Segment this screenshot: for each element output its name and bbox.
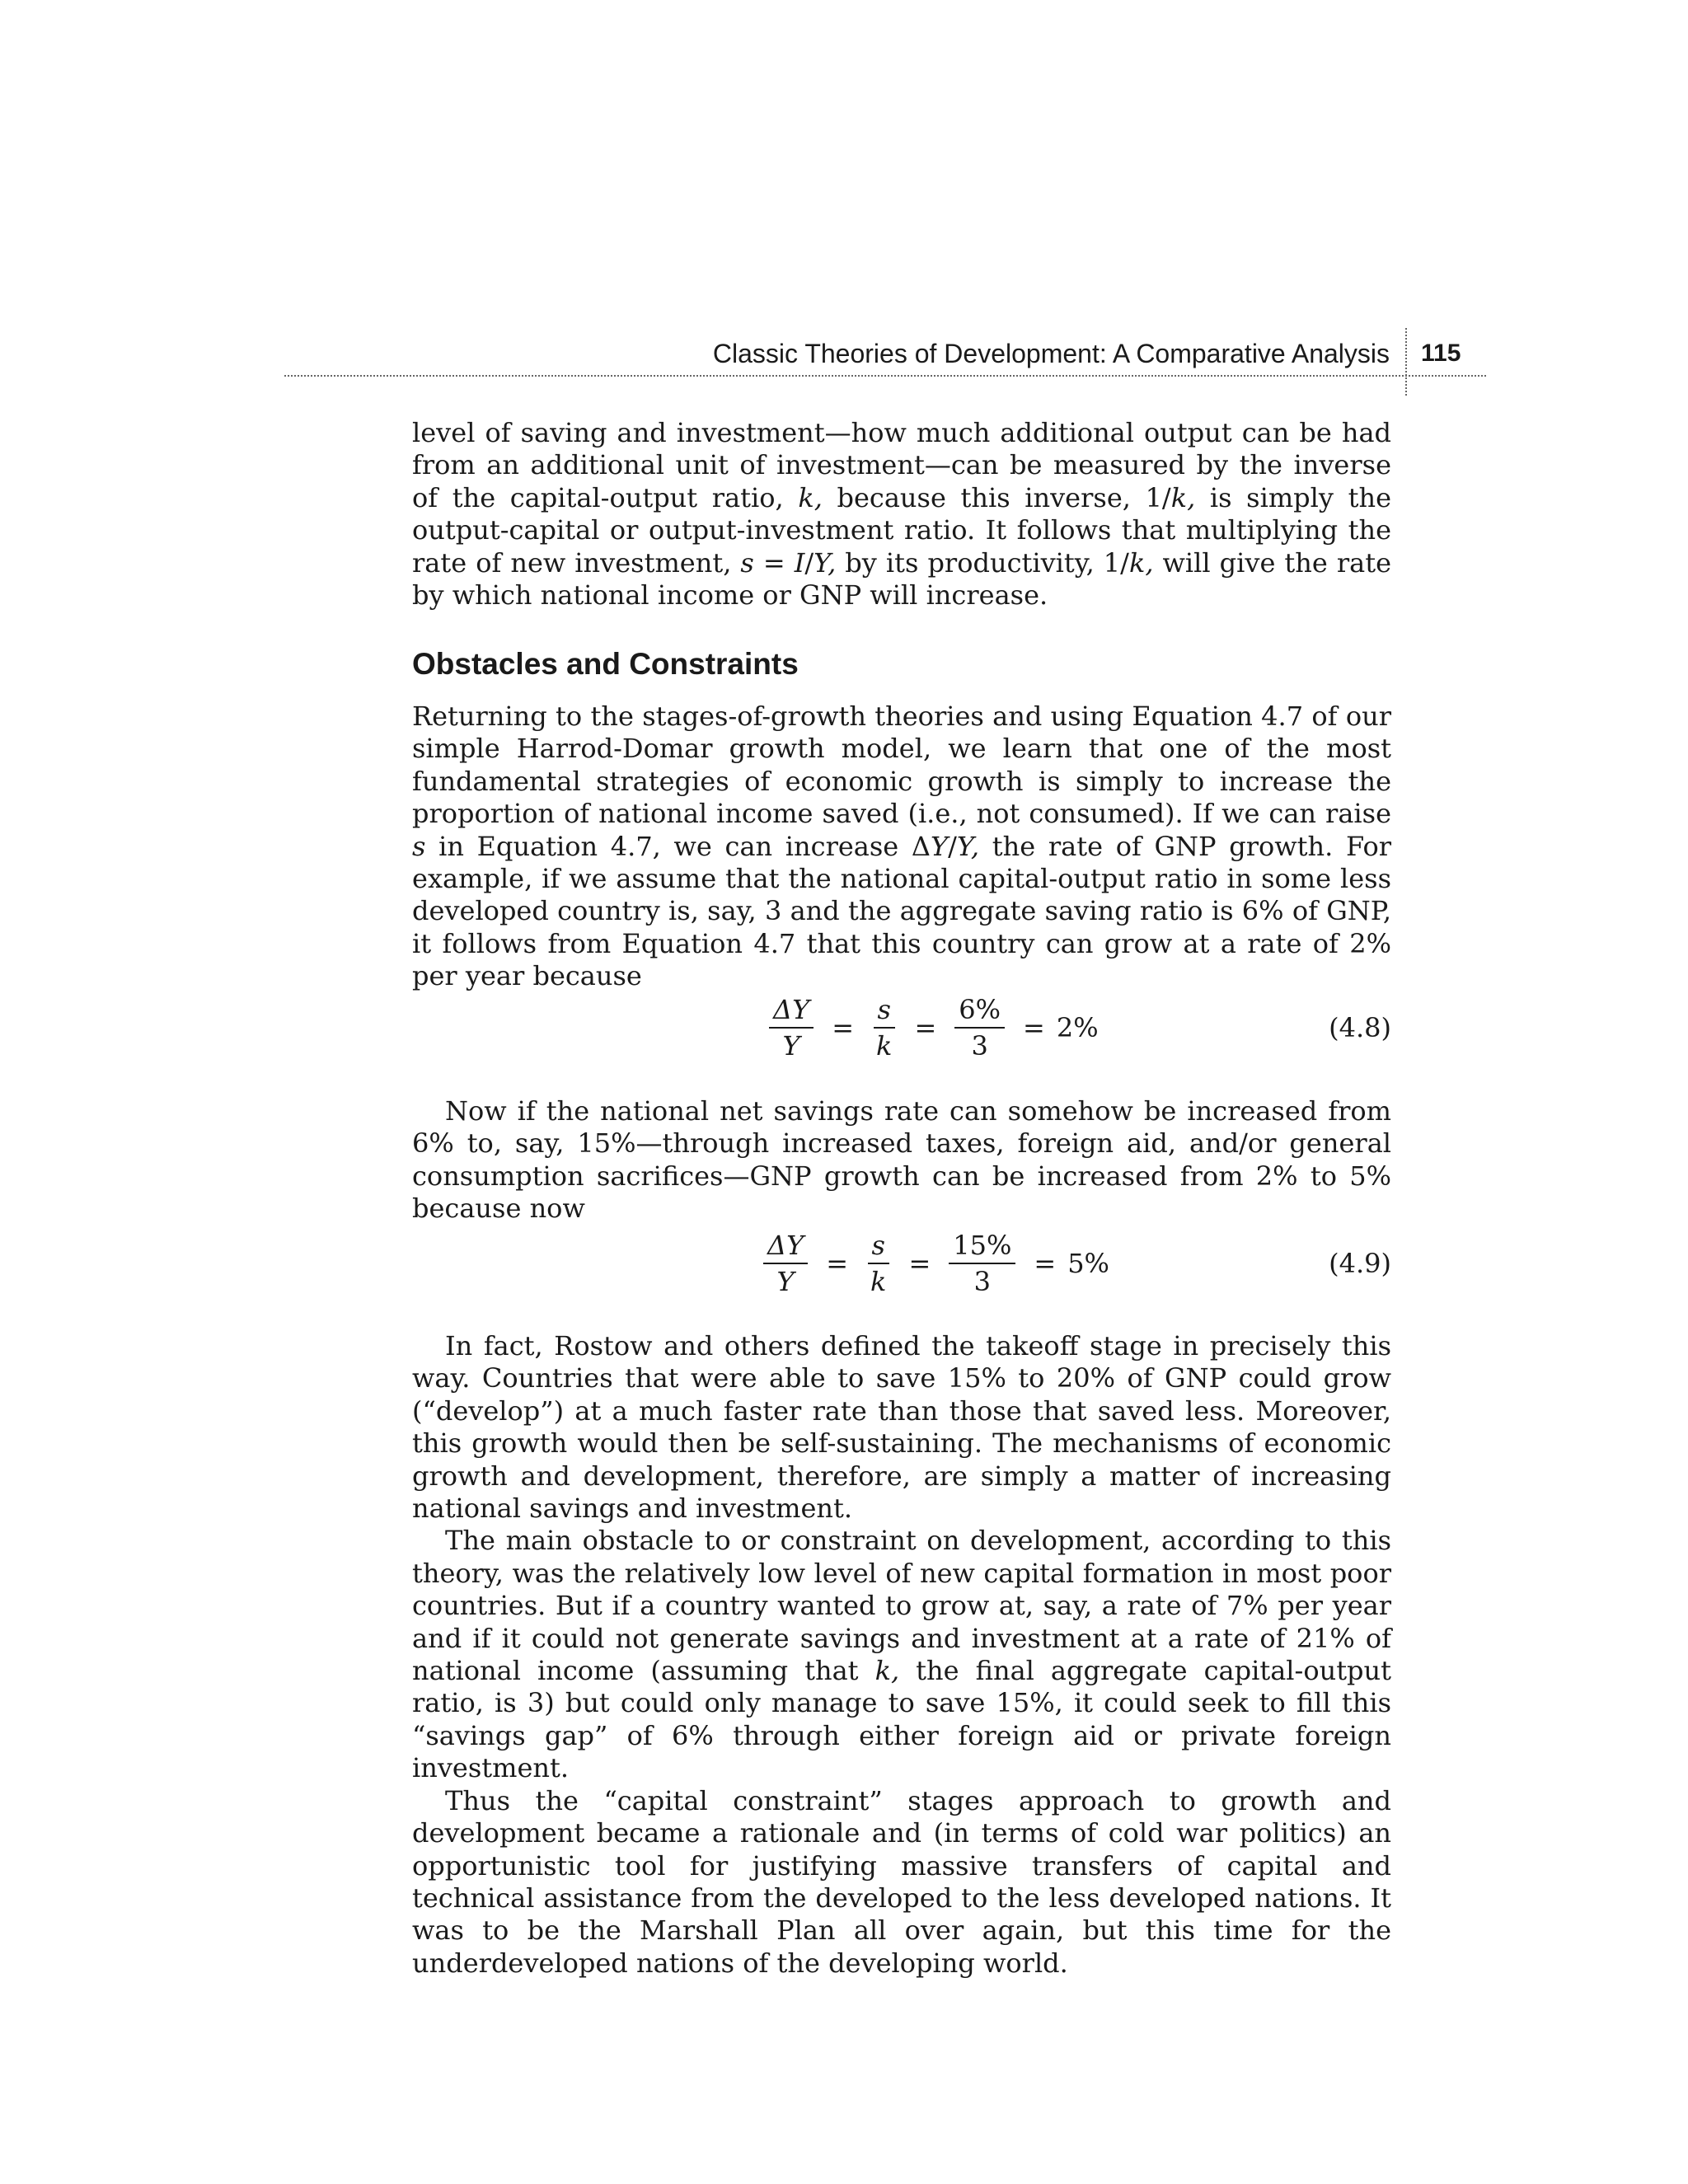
header-rule bbox=[284, 375, 1486, 377]
equals-sign: = bbox=[1023, 1012, 1045, 1043]
paragraph-3: Now if the national net savings rate can somehow be increased from 6% to, say, 15%—through increased taxes, foreign aid, and/or general consumption sacrifices—GNP growth can be increased from 2% to 5% because now bbox=[412, 1095, 1391, 1225]
page-number: 115 bbox=[1421, 340, 1461, 367]
paragraph-5: The main obstacle to or constraint on development, according to this theory, was the relatively low level of new capital formation in most poor countries. But if a country wanted to grow at, say, a rate of 7% per year and if it could not generate savings and investment at a rate of 21% of national income (assuming that k, the final aggregate capital-output ratio, is 3) but could only manage to save 15%, it could seek to fill this “savings gap” of 6% through either foreign aid or private foreign investment. bbox=[412, 1525, 1392, 1784]
paragraph-1: level of saving and investment—how much additional output can be had from an additional unit of investment—can be measured by the inverse of the capital-output ratio, k, because this inverse, 1/k, is simply the output-capital or output-investment ratio. It follows that multiplying the rate of new investment, s = I/Y, by its productivity, 1/k, will give the rate by which national income or GNP will increase. bbox=[412, 417, 1392, 612]
equals-sign: = bbox=[914, 1012, 937, 1043]
text-block-opening bbox=[412, 417, 1391, 612]
equals-sign: = bbox=[1034, 1248, 1057, 1279]
fraction-s-over-k: $\frac{s}{k}$ bbox=[866, 1230, 890, 1297]
paragraph-2: Returning to the stages-of-growth theories and using Equation 4.7 of our simple Harrod-Domar growth model, we learn that one of the most fundamental strategies of economic growth is simply to increase the proportion of national income saved (i.e., not consumed). If we can raise s in Equation 4.7, we can increase ΔY/Y, the rate of GNP growth. For example, if we assume that the national capital-output ratio in some less developed country is, say, 3 and the aggregate saving ratio is 6% of GNP, it follows from Equation 4.7 that this country can grow at a rate of 2% per year because bbox=[412, 701, 1391, 992]
section-heading: Obstacles and Constraints bbox=[412, 647, 799, 681]
fraction-s-over-k: $\frac{s}{k}$ bbox=[872, 994, 896, 1062]
text-block-section-intro bbox=[412, 701, 1391, 993]
text-block-savings-increase bbox=[412, 1095, 1391, 1226]
fraction-values: $\frac{15\%}{3}$ bbox=[949, 1230, 1015, 1297]
header-vertical-rule bbox=[1405, 328, 1407, 396]
equation-result: 5% bbox=[1067, 1248, 1109, 1279]
equals-sign: = bbox=[908, 1248, 931, 1279]
equation-result: 2% bbox=[1056, 1012, 1099, 1043]
equals-sign: = bbox=[826, 1248, 849, 1279]
equation-4-9 bbox=[412, 1222, 1391, 1305]
equation-4-8 bbox=[412, 987, 1391, 1069]
equation-body bbox=[757, 1222, 1109, 1305]
fraction-delta-y-over-y: $\frac{\Delta Y}{Y}$ bbox=[769, 994, 814, 1062]
fraction-delta-y-over-y: $\frac{\Delta Y}{Y}$ bbox=[763, 1230, 808, 1297]
fraction-values: $\frac{6\%}{3}$ bbox=[954, 994, 1005, 1062]
equation-number: (4.8) bbox=[1329, 1012, 1391, 1043]
paragraph-4: In fact, Rostow and others defined the takeoff stage in precisely this way. Countries that were able to save 15% to 20% of GNP could grow (“develop”) at a much faster rate than those that saved less. Moreover, this growth would then be self-sustaining. The mechanisms of economic growth and development, therefore, are simply a matter of increasing national savings and investment. bbox=[412, 1330, 1391, 1525]
text-block-takeoff bbox=[412, 1330, 1391, 1980]
running-header-title: Classic Theories of Development: A Comparative Analysis bbox=[712, 339, 1390, 368]
equation-number: (4.9) bbox=[1329, 1248, 1391, 1279]
paragraph-6: Thus the “capital constraint” stages approach to growth and development became a rationale and (in terms of cold war politics) an opportunistic tool for justifying massive transfers of capital and technical assistance from the developed to the less developed nations. It was to be the Marshall Plan all over again, but this time for the underdeveloped nations of the developing world. bbox=[412, 1784, 1391, 1979]
equation-body bbox=[762, 987, 1099, 1069]
equals-sign: = bbox=[832, 1012, 855, 1043]
